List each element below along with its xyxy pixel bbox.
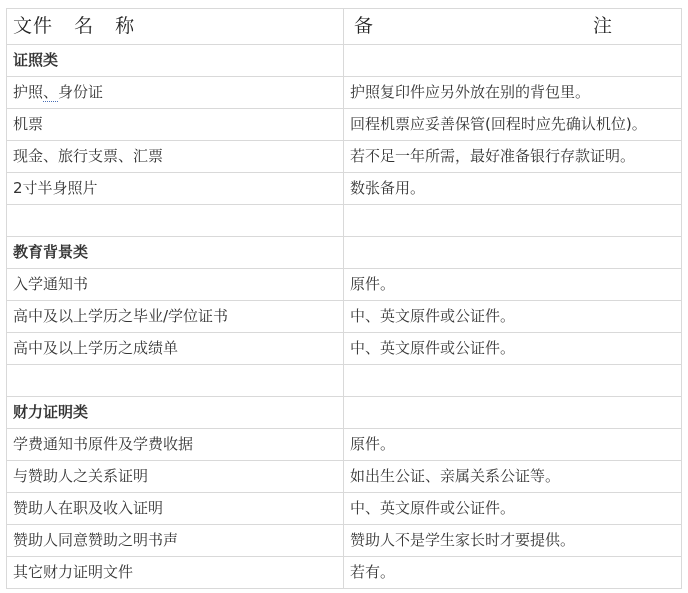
blank-row [7,205,682,237]
table-row [7,173,682,205]
table-row [7,269,682,301]
header-note-left: 备 [354,15,375,37]
table-row [7,77,682,109]
section-title: 教育背景类 [7,237,344,269]
header-name-word: 文件 [13,15,54,37]
table-header-row [7,9,682,45]
header-name-word: 名 [74,15,95,37]
checklist-table [6,8,682,589]
table-row [7,493,682,525]
item-note [344,397,682,429]
item-name-part: 身份证 [58,83,104,101]
item-name: 高中及以上学历之成绩单 [7,333,344,365]
table-row [7,461,682,493]
item-name: 赞助人在职及收入证明 [7,493,344,525]
section-title: 财力证明类 [7,397,344,429]
item-note [344,45,682,77]
header-note-right: 注 [592,15,613,37]
table-row [7,429,682,461]
item-name: 高中及以上学历之毕业/学位证书 [7,301,344,333]
table-row [7,237,682,269]
blank-row [7,365,682,397]
item-note: 中、英文原件或公证件。 [344,333,682,365]
item-note: 如出生公证、亲属关系公证等。 [344,461,682,493]
table-row [7,397,682,429]
item-note: 中、英文原件或公证件。 [344,301,682,333]
item-note [344,237,682,269]
item-note: 回程机票应妥善保管(回程时应先确认机位)。 [344,109,682,141]
item-note: 护照复印件应另外放在别的背包里。 [344,77,682,109]
item-note: 若不足一年所需，最好准备银行存款证明。 [344,141,682,173]
item-note: 原件。 [344,269,682,301]
item-name: 现金、旅行支票、汇票 [7,141,344,173]
table-row [7,109,682,141]
dotted-separator: 、 [43,83,59,101]
item-name: 2寸半身照片 [7,173,344,205]
item-name: 与赞助人之关系证明 [7,461,344,493]
header-note-column [344,9,682,45]
item-name: 机票 [7,109,344,141]
header-name-column [7,9,344,45]
item-note: 数张备用。 [344,173,682,205]
section-title: 证照类 [7,45,344,77]
item-note: 若有。 [344,557,682,589]
item-name: 其它财力证明文件 [7,557,344,589]
table-row [7,333,682,365]
blank-cell [7,365,344,397]
table-row [7,141,682,173]
table-row [7,525,682,557]
blank-cell [7,205,344,237]
item-note: 赞助人不是学生家长时才要提供。 [344,525,682,557]
item-note: 原件。 [344,429,682,461]
blank-cell [344,205,682,237]
item-name [7,77,344,109]
item-name: 入学通知书 [7,269,344,301]
item-note: 中、英文原件或公证件。 [344,493,682,525]
blank-cell [344,365,682,397]
table-row [7,557,682,589]
table-row [7,45,682,77]
item-name-part: 护照 [13,83,44,101]
item-name: 赞助人同意赞助之明书声 [7,525,344,557]
item-name: 学费通知书原件及学费收据 [7,429,344,461]
header-name-word: 称 [115,15,136,37]
table-row [7,301,682,333]
